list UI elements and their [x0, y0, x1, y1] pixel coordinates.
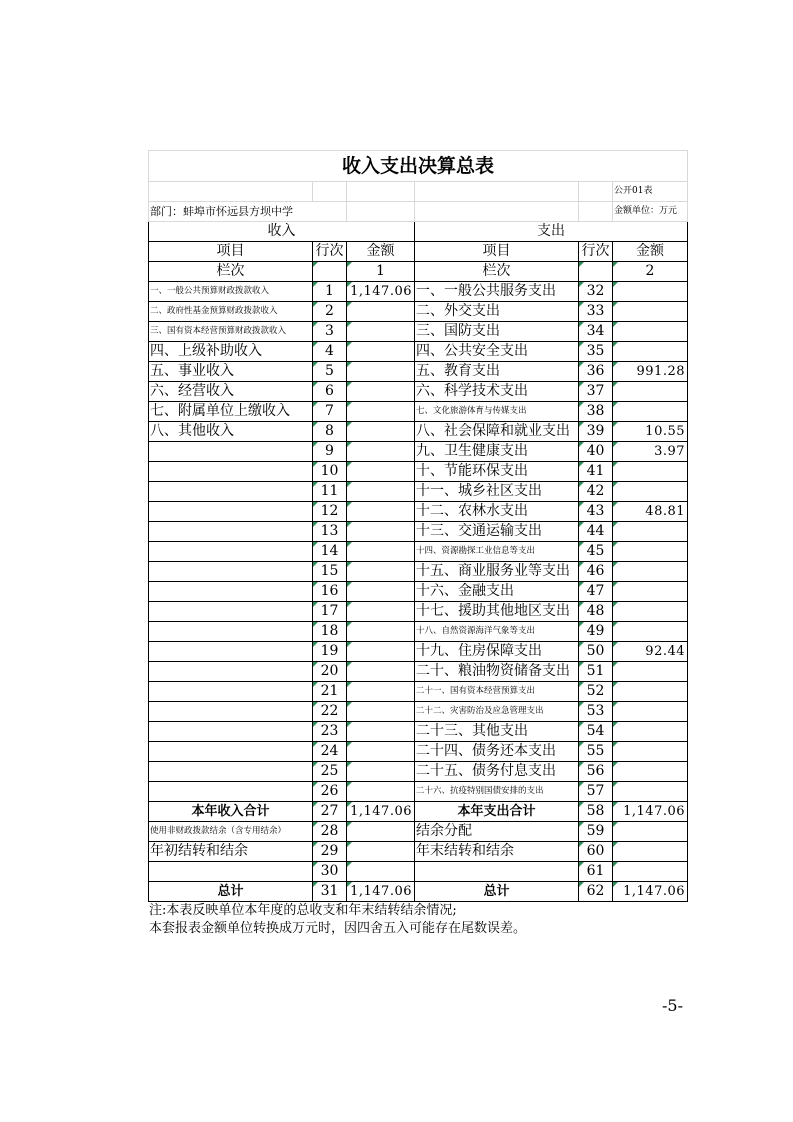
form-code: 公开01表 — [613, 182, 688, 202]
expense-line-number: 62 — [579, 882, 613, 902]
expense-amount — [613, 382, 688, 402]
col-item-expense: 项目 — [415, 242, 579, 262]
income-line-number: 3 — [313, 322, 347, 342]
col-number-1: 1 — [347, 262, 415, 282]
col-item-income: 项目 — [149, 242, 313, 262]
expense-line-number: 59 — [579, 822, 613, 842]
expense-item-label: 本年支出合计 — [415, 802, 579, 822]
income-line-number: 8 — [313, 422, 347, 442]
expense-item-label: 三、国防支出 — [415, 322, 579, 342]
table-row — [149, 822, 688, 842]
income-amount — [347, 622, 415, 642]
income-amount — [347, 582, 415, 602]
income-amount — [347, 302, 415, 322]
expense-amount: 3.97 — [613, 442, 688, 462]
income-line-number: 24 — [313, 742, 347, 762]
expense-item-label: 二、外交支出 — [415, 302, 579, 322]
expense-item-label: 十一、城乡社区支出 — [415, 482, 579, 502]
income-amount — [347, 362, 415, 382]
expense-amount — [613, 542, 688, 562]
expense-amount — [613, 662, 688, 682]
expense-line-number: 54 — [579, 722, 613, 742]
expense-amount — [613, 302, 688, 322]
expense-line-number: 44 — [579, 522, 613, 542]
expense-amount — [613, 562, 688, 582]
expense-line-number: 53 — [579, 702, 613, 722]
expense-line-number: 58 — [579, 802, 613, 822]
table-row — [149, 742, 688, 762]
income-line-number: 23 — [313, 722, 347, 742]
income-amount — [347, 602, 415, 622]
expense-amount — [613, 582, 688, 602]
expense-amount: 991.28 — [613, 362, 688, 382]
col-amount-expense: 金额 — [613, 242, 688, 262]
col-amount-income: 金额 — [347, 242, 415, 262]
income-header: 收入 — [149, 222, 415, 242]
income-item-label: 三、国有资本经营预算财政拨款收入 — [149, 322, 313, 342]
col-number-2: 2 — [613, 262, 688, 282]
expense-item-label: 十八、自然资源海洋气象等支出 — [415, 622, 579, 642]
income-item-label: 七、附属单位上缴收入 — [149, 402, 313, 422]
income-amount — [347, 702, 415, 722]
expense-item-label: 四、公共安全支出 — [415, 342, 579, 362]
expense-item-label: 总计 — [415, 882, 579, 902]
expense-item-label — [415, 862, 579, 882]
income-line-number: 26 — [313, 782, 347, 802]
income-amount — [347, 862, 415, 882]
table-row — [149, 442, 688, 462]
table-row — [149, 482, 688, 502]
expense-amount — [613, 702, 688, 722]
income-line-number: 31 — [313, 882, 347, 902]
note-line-1: 注:本表反映单位本年度的总收支和年末结转结余情况; — [149, 903, 457, 918]
expense-item-label: 十、节能环保支出 — [415, 462, 579, 482]
income-line-number: 11 — [313, 482, 347, 502]
expense-item-label: 结余分配 — [415, 822, 579, 842]
income-item-label: 年初结转和结余 — [149, 842, 313, 862]
income-item-label — [149, 522, 313, 542]
income-amount — [347, 462, 415, 482]
income-line-number: 16 — [313, 582, 347, 602]
table-row — [149, 282, 688, 302]
expense-item-label: 十三、交通运输支出 — [415, 522, 579, 542]
table-row — [149, 782, 688, 802]
expense-line-number: 51 — [579, 662, 613, 682]
expense-line-number: 40 — [579, 442, 613, 462]
income-item-label — [149, 622, 313, 642]
income-amount — [347, 722, 415, 742]
expense-line-number: 35 — [579, 342, 613, 362]
table-row — [149, 602, 688, 622]
expense-item-label: 十六、金融支出 — [415, 582, 579, 602]
year-total-row — [149, 802, 688, 822]
income-line-number: 29 — [313, 842, 347, 862]
expense-amount: 10.55 — [613, 422, 688, 442]
table-row — [149, 322, 688, 342]
col-line-income: 行次 — [313, 242, 347, 262]
expense-item-label: 二十三、其他支出 — [415, 722, 579, 742]
expense-line-number: 52 — [579, 682, 613, 702]
income-line-number: 14 — [313, 542, 347, 562]
page-number: -5- — [662, 996, 683, 1015]
expense-line-number: 55 — [579, 742, 613, 762]
expense-item-label: 二十四、债务还本支出 — [415, 742, 579, 762]
currency-label: 金额单位：万元 — [613, 202, 688, 222]
income-item-label: 二、政府性基金预算财政拨款收入 — [149, 302, 313, 322]
expense-line-number: 32 — [579, 282, 613, 302]
income-line-number: 17 — [313, 602, 347, 622]
income-line-number: 30 — [313, 862, 347, 882]
expense-amount — [613, 682, 688, 702]
income-line-number: 13 — [313, 522, 347, 542]
income-amount — [347, 422, 415, 442]
expense-amount — [613, 842, 688, 862]
income-item-label — [149, 722, 313, 742]
income-line-number: 6 — [313, 382, 347, 402]
table-row — [149, 502, 688, 522]
income-amount: 1,147.06 — [347, 282, 415, 302]
expense-line-number: 46 — [579, 562, 613, 582]
expense-line-number: 38 — [579, 402, 613, 422]
expense-item-label: 一、一般公共服务支出 — [415, 282, 579, 302]
income-amount — [347, 382, 415, 402]
unit-label: 部门：蚌埠市怀远县方坝中学 — [149, 202, 347, 222]
table-row — [149, 722, 688, 742]
income-item-label — [149, 742, 313, 762]
expense-amount — [613, 862, 688, 882]
expense-item-label: 二十二、灾害防治及应急管理支出 — [415, 702, 579, 722]
expense-item-label: 二十、粮油物资储备支出 — [415, 662, 579, 682]
table-row — [149, 862, 688, 882]
income-amount — [347, 822, 415, 842]
expense-item-label: 九、卫生健康支出 — [415, 442, 579, 462]
expense-line-number: 41 — [579, 462, 613, 482]
expense-line-number: 60 — [579, 842, 613, 862]
expense-line-number: 43 — [579, 502, 613, 522]
expense-amount — [613, 522, 688, 542]
table-row — [149, 662, 688, 682]
income-line-number: 28 — [313, 822, 347, 842]
income-item-label — [149, 542, 313, 562]
income-line-number: 19 — [313, 642, 347, 662]
expense-amount: 92.44 — [613, 642, 688, 662]
expense-line-number: 36 — [579, 362, 613, 382]
income-line-number: 5 — [313, 362, 347, 382]
expense-amount — [613, 402, 688, 422]
income-item-label — [149, 602, 313, 622]
expense-amount: 1,147.06 — [613, 802, 688, 822]
expense-amount — [613, 782, 688, 802]
expense-line-number: 49 — [579, 622, 613, 642]
income-amount — [347, 442, 415, 462]
table-title: 收入支出决算总表 — [149, 151, 688, 182]
income-line-number: 10 — [313, 462, 347, 482]
income-item-label: 使用非财政拨款结余（含专用结余） — [149, 822, 313, 842]
income-item-label — [149, 482, 313, 502]
expense-item-label: 十九、住房保障支出 — [415, 642, 579, 662]
income-item-label — [149, 782, 313, 802]
expense-item-label: 八、社会保障和就业支出 — [415, 422, 579, 442]
expense-amount — [613, 462, 688, 482]
expense-line-number: 56 — [579, 762, 613, 782]
income-item-label — [149, 442, 313, 462]
table-row — [149, 582, 688, 602]
income-amount — [347, 642, 415, 662]
expense-line-number: 37 — [579, 382, 613, 402]
income-line-number: 2 — [313, 302, 347, 322]
budget-table — [148, 150, 688, 902]
expense-amount — [613, 322, 688, 342]
expense-item-label: 十四、资源勘探工业信息等支出 — [415, 542, 579, 562]
expense-line-number: 50 — [579, 642, 613, 662]
expense-header: 支出 — [415, 222, 688, 242]
expense-item-label: 二十一、国有资本经营预算支出 — [415, 682, 579, 702]
table-row — [149, 302, 688, 322]
income-amount: 1,147.06 — [347, 802, 415, 822]
income-line-number: 27 — [313, 802, 347, 822]
income-amount — [347, 322, 415, 342]
budget-sheet — [148, 150, 687, 938]
income-line-number: 12 — [313, 502, 347, 522]
income-line-number: 7 — [313, 402, 347, 422]
income-item-label — [149, 862, 313, 882]
expense-item-label: 二十六、抗疫特别国债安排的支出 — [415, 782, 579, 802]
income-item-label — [149, 562, 313, 582]
col-lanci-income: 栏次 — [149, 262, 313, 282]
income-line-number: 18 — [313, 622, 347, 642]
income-item-label — [149, 762, 313, 782]
income-item-label: 本年收入合计 — [149, 802, 313, 822]
income-item-label: 五、事业收入 — [149, 362, 313, 382]
expense-amount — [613, 762, 688, 782]
income-amount — [347, 502, 415, 522]
income-item-label: 四、上级补助收入 — [149, 342, 313, 362]
table-row — [149, 622, 688, 642]
grand-total-row — [149, 882, 688, 902]
table-row — [149, 562, 688, 582]
expense-amount — [613, 342, 688, 362]
expense-line-number: 47 — [579, 582, 613, 602]
expense-amount — [613, 282, 688, 302]
income-item-label: 六、经营收入 — [149, 382, 313, 402]
expense-line-number: 57 — [579, 782, 613, 802]
expense-amount — [613, 822, 688, 842]
expense-amount — [613, 622, 688, 642]
expense-item-label: 十五、商业服务业等支出 — [415, 562, 579, 582]
expense-item-label: 年末结转和结余 — [415, 842, 579, 862]
expense-amount — [613, 602, 688, 622]
table-row — [149, 642, 688, 662]
income-amount — [347, 402, 415, 422]
income-amount — [347, 682, 415, 702]
expense-line-number: 45 — [579, 542, 613, 562]
expense-line-number: 34 — [579, 322, 613, 342]
income-amount — [347, 562, 415, 582]
income-line-number: 4 — [313, 342, 347, 362]
income-amount — [347, 522, 415, 542]
income-item-label — [149, 702, 313, 722]
income-line-number: 20 — [313, 662, 347, 682]
income-line-number: 25 — [313, 762, 347, 782]
col-lanci-expense: 栏次 — [415, 262, 579, 282]
income-line-number: 22 — [313, 702, 347, 722]
table-row — [149, 762, 688, 782]
table-row — [149, 402, 688, 422]
expense-amount — [613, 742, 688, 762]
income-line-number: 9 — [313, 442, 347, 462]
expense-item-label: 六、科学技术支出 — [415, 382, 579, 402]
expense-amount: 1,147.06 — [613, 882, 688, 902]
expense-line-number: 33 — [579, 302, 613, 322]
income-amount: 1,147.06 — [347, 882, 415, 902]
expense-line-number: 42 — [579, 482, 613, 502]
expense-item-label: 五、教育支出 — [415, 362, 579, 382]
income-item-label — [149, 662, 313, 682]
income-item-label — [149, 502, 313, 522]
table-row — [149, 382, 688, 402]
income-item-label: 总计 — [149, 882, 313, 902]
expense-line-number: 39 — [579, 422, 613, 442]
income-line-number: 15 — [313, 562, 347, 582]
income-amount — [347, 542, 415, 562]
income-amount — [347, 762, 415, 782]
expense-item-label: 七、文化旅游体育与传媒支出 — [415, 402, 579, 422]
expense-item-label: 十七、援助其他地区支出 — [415, 602, 579, 622]
expense-amount — [613, 722, 688, 742]
income-item-label: 八、其他收入 — [149, 422, 313, 442]
table-row — [149, 702, 688, 722]
income-item-label — [149, 462, 313, 482]
note-line-2: 本套报表金额单位转换成万元时，因四舍五入可能存在尾数误差。 — [149, 921, 527, 936]
table-row — [149, 522, 688, 542]
expense-line-number: 48 — [579, 602, 613, 622]
table-row — [149, 342, 688, 362]
expense-amount: 48.81 — [613, 502, 688, 522]
income-item-label — [149, 582, 313, 602]
table-row — [149, 542, 688, 562]
table-row — [149, 362, 688, 382]
income-line-number: 21 — [313, 682, 347, 702]
income-amount — [347, 342, 415, 362]
income-item-label: 一、一般公共预算财政拨款收入 — [149, 282, 313, 302]
expense-item-label: 二十五、债务付息支出 — [415, 762, 579, 782]
income-amount — [347, 662, 415, 682]
table-row — [149, 422, 688, 442]
expense-line-number: 61 — [579, 862, 613, 882]
table-row — [149, 682, 688, 702]
table-row — [149, 462, 688, 482]
expense-item-label: 十二、农林水支出 — [415, 502, 579, 522]
income-item-label — [149, 682, 313, 702]
income-line-number: 1 — [313, 282, 347, 302]
income-item-label — [149, 642, 313, 662]
expense-amount — [613, 482, 688, 502]
income-amount — [347, 482, 415, 502]
col-line-expense: 行次 — [579, 242, 613, 262]
income-amount — [347, 742, 415, 762]
income-amount — [347, 782, 415, 802]
table-row — [149, 842, 688, 862]
income-amount — [347, 842, 415, 862]
